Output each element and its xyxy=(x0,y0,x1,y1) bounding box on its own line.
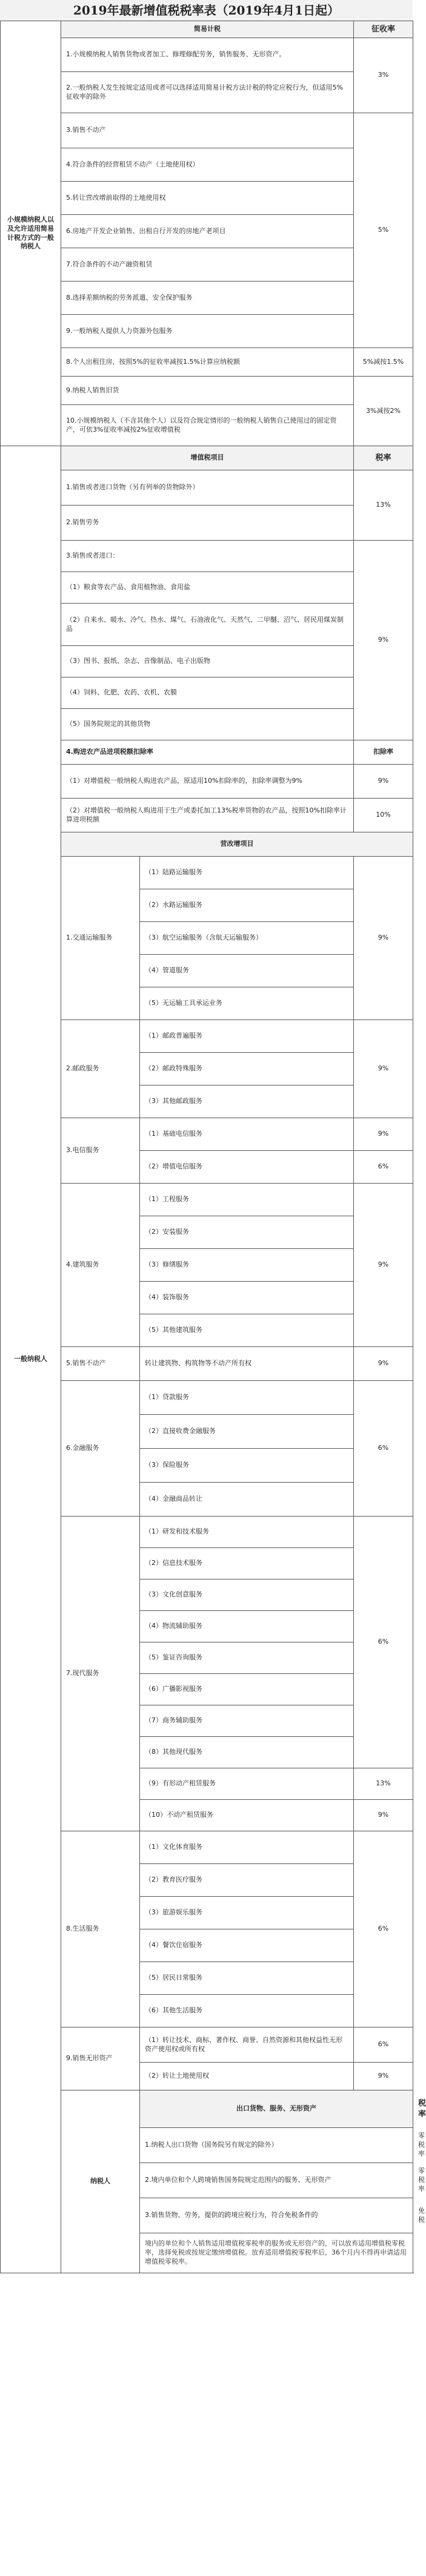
export-item: 2.境内单位和个人跨境销售国务院规定范围内的服务、无形资产 xyxy=(140,2163,413,2198)
goods-item: （1）粮食等农产品、食用植物油、食用盐 xyxy=(61,572,354,604)
small-row xyxy=(1,215,413,248)
small-row xyxy=(1,377,413,405)
telecom-category: 3.电信服务 xyxy=(61,1118,140,1184)
sub-row xyxy=(1,1118,413,1151)
sub-item: （7）商务辅助服务 xyxy=(140,1705,354,1737)
sub-item: （3）文化创意服务 xyxy=(140,1580,354,1611)
sub-item: （4）物流辅助服务 xyxy=(140,1611,354,1642)
deduction-item: （2）对增值税一般纳税人购进用于生产或委托加工13%税率货物的农产品，按照10%扣除率计算进项税额 xyxy=(61,799,354,832)
goods-row xyxy=(1,506,413,541)
rate-cell: 9% xyxy=(354,1020,413,1118)
sub-item: （4）管道服务 xyxy=(140,955,354,987)
export-header: 出口货物、服务、无形资产 xyxy=(140,2090,413,2128)
goods-row xyxy=(1,709,413,740)
sub-item: （2）安装服务 xyxy=(140,1216,354,1249)
sub-item: （2）直接收费金融服务 xyxy=(140,1415,354,1449)
service-header-row xyxy=(1,832,413,857)
levy-rate-header: 征收率 xyxy=(354,21,413,38)
small-item: 7.符合条件的不动产融资租赁 xyxy=(61,248,354,282)
sub-row xyxy=(1,1347,413,1381)
sub-item: （2）邮政特殊服务 xyxy=(140,1053,354,1085)
sub-item: （6）其他生活服务 xyxy=(140,1995,354,2028)
sub-item: （3）其他邮政服务 xyxy=(140,1085,354,1118)
deduction-row xyxy=(1,765,413,799)
rate-cell: 6% xyxy=(354,1381,413,1517)
sub-item: （2）信息技术服务 xyxy=(140,1548,354,1580)
sub-item: （3）航空运输服务（含航天运输服务） xyxy=(140,922,354,955)
rate-cell: 6% xyxy=(354,2028,413,2063)
rate-cell: 9% xyxy=(354,765,413,799)
goods-item: 2.销售劳务 xyxy=(61,506,354,541)
small-item: 6.房地产开发企业销售、出租自行开发的房地产老项目 xyxy=(61,215,354,248)
rate-cell: 9% xyxy=(354,1184,413,1347)
small-item: 2.一般纳税人发生按规定适用或者可以选择适用简易计税方法计税的特定应税行为，但适用5%征收率的除外 xyxy=(61,72,354,113)
sub-item: （4）餐饮住宿服务 xyxy=(140,1929,354,1962)
rate-cell: 5% xyxy=(354,113,413,348)
small-item: 3.销售不动产 xyxy=(61,113,354,148)
small-row xyxy=(1,248,413,282)
sub-item: （1）贷款服务 xyxy=(140,1381,354,1415)
sub-item: （1）陆路运输服务 xyxy=(140,857,354,889)
small-payer-label: 小规模纳税人以及允许适用简易计税方式的一般纳税人 xyxy=(1,21,61,446)
sub-item: （5）无运输工具承运业务 xyxy=(140,987,354,1020)
sub-row xyxy=(1,2028,413,2063)
small-item: 9.一般纳税人提供人力资源外包服务 xyxy=(61,315,354,348)
export-header-row: 纳税人 出口货物、服务、无形资产 税率 xyxy=(1,2090,413,2128)
small-header-row xyxy=(1,21,413,38)
small-item: 8.个人出租住房，按照5%的征收率减按1.5%计算应纳税额 xyxy=(61,348,354,377)
small-row xyxy=(1,405,413,446)
sub-item: （1）转让技术、商标、著作权、商誉、自然资源和其他权益性无形资产使用权或所有权 xyxy=(140,2028,354,2063)
goods-row xyxy=(1,541,413,572)
transport-category: 1.交通运输服务 xyxy=(61,857,140,1020)
sub-item: （4）装饰服务 xyxy=(140,1282,354,1314)
sub-item: 转让建筑物、构筑物等不动产所有权 xyxy=(140,1347,354,1381)
finance-category: 6.金融服务 xyxy=(61,1381,140,1517)
vat-rate-table xyxy=(0,21,426,2273)
small-item: 8.选择差额纳税的劳务派遣、安全保护服务 xyxy=(61,282,354,315)
small-row xyxy=(1,72,413,113)
small-row xyxy=(1,348,413,377)
goods-row xyxy=(1,677,413,709)
export-row: 2.境内单位和个人跨境销售国务院规定范围内的服务、无形资产 零税率 xyxy=(1,2163,413,2198)
rate-cell: 3%减按2% xyxy=(354,377,413,446)
vat-item-header: 增值税项目 xyxy=(61,446,354,470)
deduction-header: 4.购进农产品进项税额扣除率 xyxy=(61,740,354,765)
rate-cell: 10% xyxy=(354,799,413,832)
rate-cell: 9% xyxy=(354,857,413,1020)
sub-item: （5）鉴证咨询服务 xyxy=(140,1642,354,1674)
small-row xyxy=(1,113,413,148)
deduction-row xyxy=(1,799,413,832)
general-payer-label: 一般纳税人 xyxy=(1,446,61,2273)
small-item: 1.小规模纳税人销售货物或者加工、修理修配劳务，销售服务、无形资产。 xyxy=(61,38,354,72)
sub-item: （1）基础电信服务 xyxy=(140,1118,354,1151)
sub-item: （8）其他现代服务 xyxy=(140,1737,354,1768)
goods-row xyxy=(1,572,413,604)
export-payer-label: 纳税人 xyxy=(61,2090,140,2273)
goods-row xyxy=(1,604,413,646)
rate-cell: 13% xyxy=(354,470,413,541)
sub-item: （9）有形动产租赁服务 xyxy=(140,1768,354,1800)
small-item: 10.小规模纳税人（不含其他个人）以及符合规定情形的一般纳税人销售自己使用过的固定资产，可依3%征收率减按2%征收增值税 xyxy=(61,405,354,446)
export-item: 1.纳税人出口货物（国务院另有规定的除外） xyxy=(140,2128,413,2163)
sub-item: （3）保险服务 xyxy=(140,1449,354,1483)
export-item: 3.销售货物、劳务，提供的跨境应税行为，符合免税条件的 xyxy=(140,2198,413,2233)
small-item: 4.符合条件的经营租赁不动产（土地使用权） xyxy=(61,148,354,182)
small-row xyxy=(1,38,413,72)
sub-item: （1）邮政普遍服务 xyxy=(140,1020,354,1053)
sub-item: （3）旅游娱乐服务 xyxy=(140,1897,354,1929)
rate-cell: 9% xyxy=(354,1347,413,1381)
sub-item: （2）教育医疗服务 xyxy=(140,1864,354,1897)
small-item: 9.纳税人销售旧货 xyxy=(61,377,354,405)
sub-item: （1）研发和技术服务 xyxy=(140,1517,354,1548)
sub-item: （1）文化体育服务 xyxy=(140,1831,354,1864)
small-row xyxy=(1,182,413,215)
sub-row xyxy=(1,1020,413,1053)
sub-item: （2）增值电信服务 xyxy=(140,1151,354,1184)
goods-item: 3.销售或者进口： xyxy=(61,541,354,572)
sub-item: （3）修缮服务 xyxy=(140,1249,354,1282)
deduction-rate-header: 扣除率 xyxy=(354,740,413,765)
realestate-category: 5.销售不动产 xyxy=(61,1347,140,1381)
rate-cell: 9% xyxy=(354,2063,413,2090)
construction-category: 4.建筑服务 xyxy=(61,1184,140,1347)
deduction-item: （1）对增值税一般纳税人购进农产品，原适用10%扣除率的，扣除率调整为9% xyxy=(61,765,354,799)
rate-cell: 9% xyxy=(354,541,413,740)
sub-row xyxy=(1,1184,413,1216)
page-title: 2019年最新增值税税率表（2019年4月1日起） xyxy=(0,0,413,21)
general-header-row xyxy=(1,446,413,470)
rate-cell: 5%减按1.5% xyxy=(354,348,413,377)
sub-row xyxy=(1,1381,413,1415)
rate-cell: 3% xyxy=(354,38,413,113)
sub-row xyxy=(1,1831,413,1864)
tax-rate-header: 税率 xyxy=(354,446,413,470)
goods-item: （5）国务院规定的其他货物 xyxy=(61,709,354,740)
export-note: 境内的单位和个人销售适用增值税零税率的服务或无形资产的，可以放弃适用增值税零税率，选择免税或按规定缴纳增值税。放弃适用增值税零税率后，36个月内不得再申请适用增值税零税率。 xyxy=(140,2233,413,2273)
intangible-category: 9.销售无形资产 xyxy=(61,2028,140,2090)
simple-tax-header: 简易计税 xyxy=(61,21,354,38)
goods-item: （2）自来水、暖水、冷气、热水、煤气、石油液化气、天然气、二甲醚、沼气、居民用煤炭制品 xyxy=(61,604,354,646)
life-category: 8.生活服务 xyxy=(61,1831,140,2028)
service-header: 营改增项目 xyxy=(61,832,413,857)
small-row xyxy=(1,315,413,348)
small-row xyxy=(1,282,413,315)
sub-item: （2）水路运输服务 xyxy=(140,889,354,922)
rate-cell: 6% xyxy=(354,1831,413,2028)
deduction-header-row xyxy=(1,740,413,765)
sub-item: （6）广播影视服务 xyxy=(140,1674,354,1705)
export-row: 1.纳税人出口货物（国务院另有规定的除外） 零税率 xyxy=(1,2128,413,2163)
sub-item: （10）不动产租赁服务 xyxy=(140,1800,354,1831)
goods-item: （4）饲料、化肥、农药、农机、农膜 xyxy=(61,677,354,709)
postal-category: 2.邮政服务 xyxy=(61,1020,140,1118)
sub-item: （2）转让土地使用权 xyxy=(140,2063,354,2090)
small-item: 5.转让营改增前取得的土地使用权 xyxy=(61,182,354,215)
rate-cell: 9% xyxy=(354,1800,413,1831)
sub-item: （5）其他建筑服务 xyxy=(140,1314,354,1347)
goods-row xyxy=(1,470,413,506)
rate-cell: 6% xyxy=(354,1517,413,1768)
rate-cell: 9% xyxy=(354,1118,413,1151)
modern-category: 7.现代服务 xyxy=(61,1517,140,1831)
sub-item: （5）居民日常服务 xyxy=(140,1962,354,1995)
rate-cell: 13% xyxy=(354,1768,413,1800)
sub-row xyxy=(1,857,413,889)
rate-cell: 6% xyxy=(354,1151,413,1184)
small-row xyxy=(1,148,413,182)
sub-item: （4）金融商品转让 xyxy=(140,1483,354,1517)
sub-row xyxy=(1,1517,413,1548)
sub-item: （1）工程服务 xyxy=(140,1184,354,1216)
goods-item: 1.销售或者进口货物（另有列举的货物除外） xyxy=(61,470,354,506)
goods-item: （3）图书、报纸、杂志、音像制品、电子出版物 xyxy=(61,646,354,677)
goods-row xyxy=(1,646,413,677)
export-row: 3.销售货物、劳务，提供的跨境应税行为，符合免税条件的 免税 xyxy=(1,2198,413,2233)
